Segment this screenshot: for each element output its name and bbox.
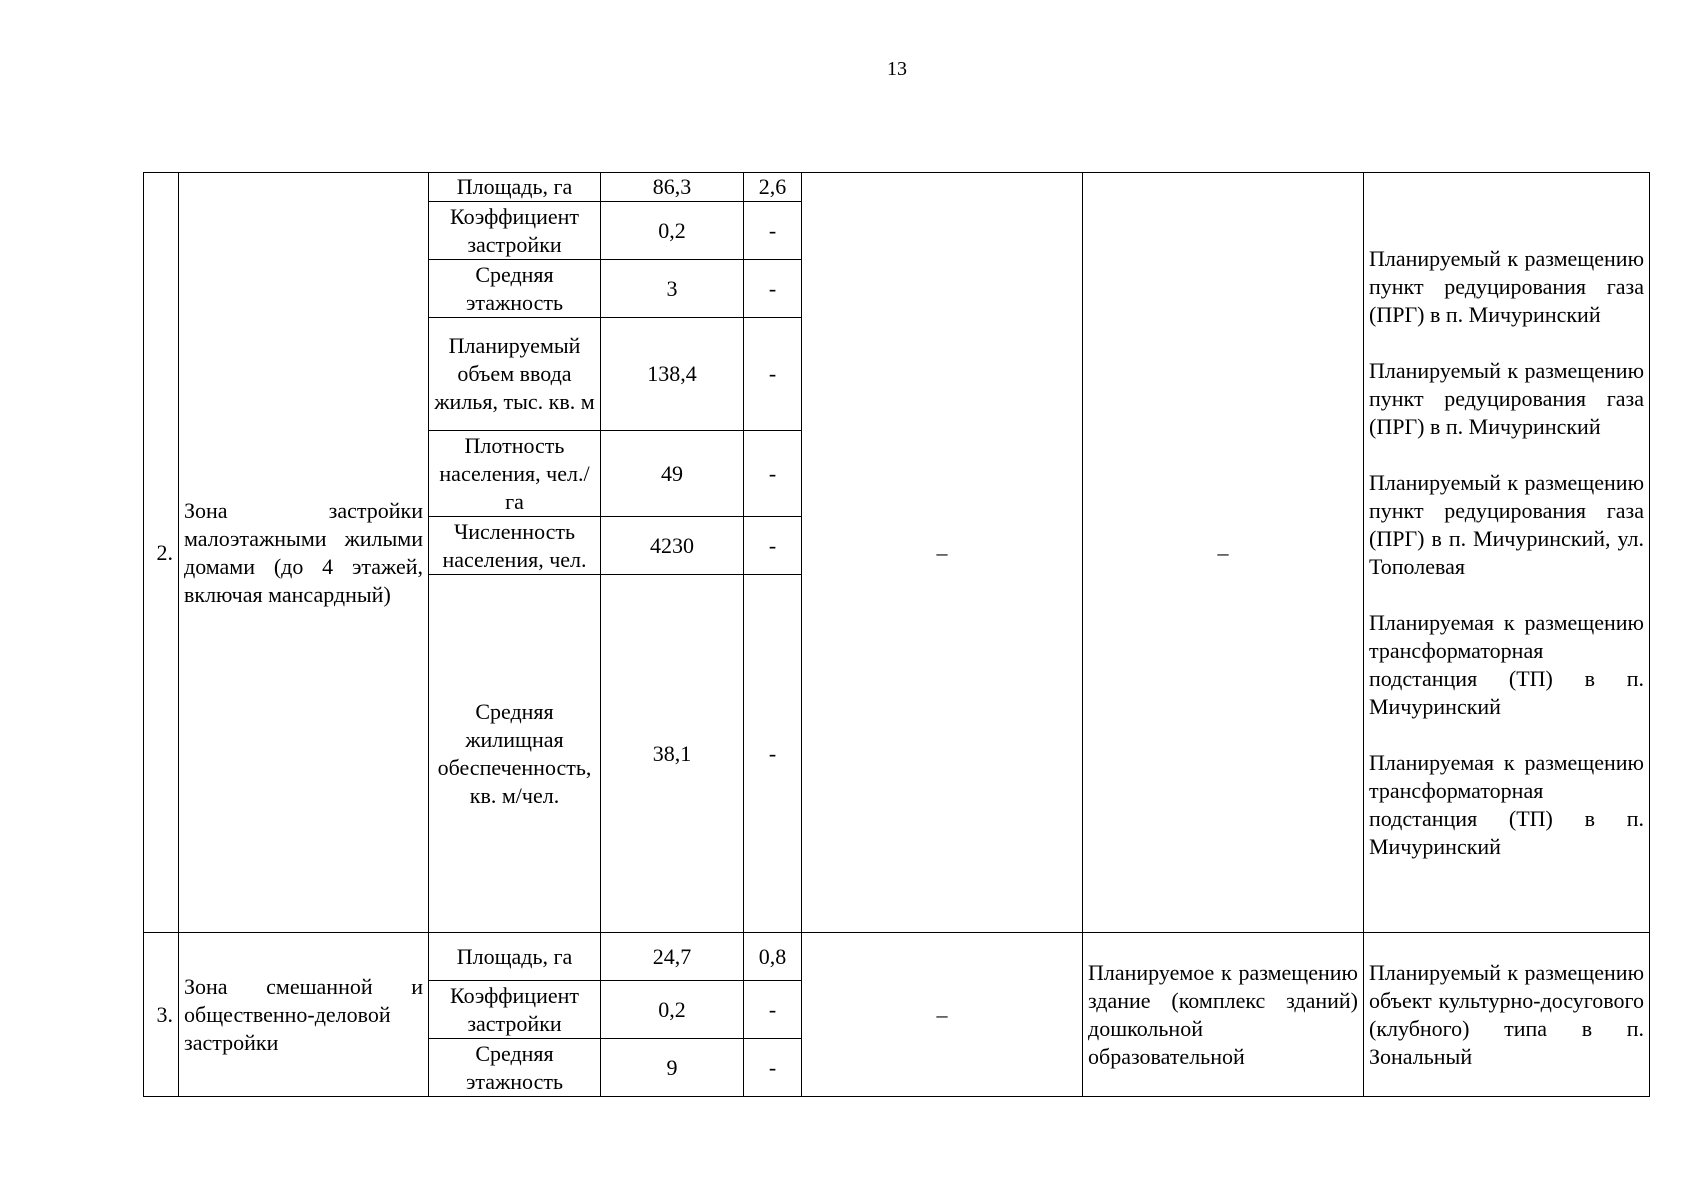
param-extra: - — [744, 575, 802, 933]
zones-table — [143, 172, 1650, 1097]
param-value: 9 — [601, 1039, 744, 1097]
param-extra: - — [744, 431, 802, 517]
col7-paragraph: Планируемая к размещению трансформаторная подстанция (ТП) в п. Мичуринский — [1369, 749, 1644, 859]
param-extra: - — [744, 202, 802, 260]
param-name: Плотность населения, чел./га — [429, 431, 601, 517]
page-number: 13 — [887, 58, 907, 80]
param-value: 138,4 — [601, 318, 744, 431]
col5-cell: – — [802, 933, 1083, 1097]
param-value: 4230 — [601, 517, 744, 575]
col5-cell: – — [802, 173, 1083, 933]
param-value: 86,3 — [601, 173, 744, 202]
col7-paragraph: Планируемый к размещению пункт редуцирования газа (ПРГ) в п. Мичуринский — [1369, 357, 1644, 439]
param-name: Коэффициент застройки — [429, 981, 601, 1039]
col7-paragraph: Планируемый к размещению пункт редуцирования газа (ПРГ) в п. Мичуринский, ул. Тополевая — [1369, 469, 1644, 579]
col7-cell: Планируемый к размещению объект культурно-досугового (клубного) типа в п. Зональный — [1364, 933, 1650, 1097]
col6-cell: Планируемое к размещению здание (комплекс зданий) дошкольной образовательной — [1083, 933, 1364, 1097]
param-value: 49 — [601, 431, 744, 517]
col7-cell — [1364, 173, 1650, 933]
param-extra: - — [744, 318, 802, 431]
col7-paragraph: Планируемая к размещению трансформаторная подстанция (ТП) в п. Мичуринский — [1369, 609, 1644, 719]
param-name: Планируемый объем ввода жилья, тыс. кв. м — [429, 318, 601, 431]
param-name: Площадь, га — [429, 173, 601, 202]
row-number: 3. — [144, 933, 179, 1097]
param-value: 24,7 — [601, 933, 744, 981]
col6-cell: – — [1083, 173, 1364, 933]
param-name: Численность населения, чел. — [429, 517, 601, 575]
param-extra: - — [744, 260, 802, 318]
param-extra: - — [744, 517, 802, 575]
param-value: 3 — [601, 260, 744, 318]
table-row — [144, 173, 1650, 202]
param-value: 38,1 — [601, 575, 744, 933]
param-name: Площадь, га — [429, 933, 601, 981]
param-name: Средняя этажность — [429, 1039, 601, 1097]
param-name: Средняя этажность — [429, 260, 601, 318]
row-number: 2. — [144, 173, 179, 933]
param-value: 0,2 — [601, 981, 744, 1039]
param-value: 0,2 — [601, 202, 744, 260]
table-row — [144, 933, 1650, 981]
param-name: Средняя жилищная обеспеченность, кв. м/чел. — [429, 575, 601, 933]
zone-name: Зона смешанной и общественно-деловой застройки — [179, 933, 429, 1097]
param-extra: 2,6 — [744, 173, 802, 202]
param-extra: - — [744, 981, 802, 1039]
param-name: Коэффициент застройки — [429, 202, 601, 260]
param-extra: 0,8 — [744, 933, 802, 981]
zone-name: Зона застройки малоэтажными жилыми домами (до 4 этажей, включая мансардный) — [179, 173, 429, 933]
param-extra: - — [744, 1039, 802, 1097]
col7-paragraph: Планируемый к размещению пункт редуцирования газа (ПРГ) в п. Мичуринский — [1369, 245, 1644, 327]
